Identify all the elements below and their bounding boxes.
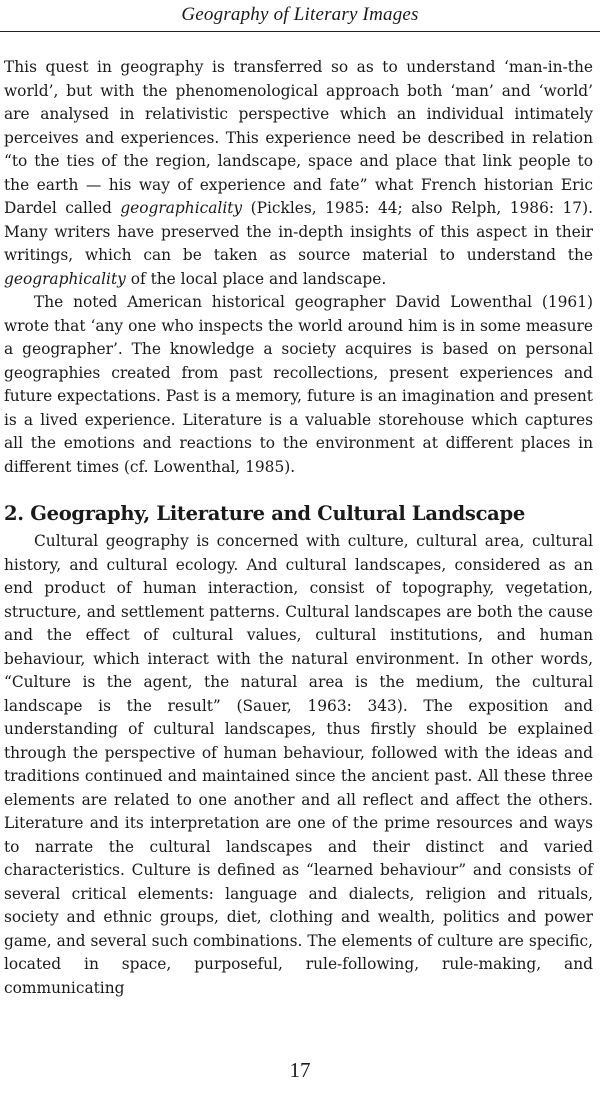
body-paragraph: [4, 291, 593, 479]
body-paragraph: [4, 530, 593, 1000]
section-heading: 2. Geography, Literature and Cultural Landscape: [4, 502, 525, 525]
italic-term: geographicality: [120, 199, 243, 217]
header-rule: [0, 31, 600, 32]
body-paragraph: [4, 56, 593, 291]
text-run: The noted American historical geographer David Lowenthal (1961) wrote that ‘any one who inspects the world around him is in some measure a geographer’. The knowledge a society acquires is based on personal geographies created from past recollections, present experiences and future expectations. Past is a memory, future is an imagination and present is a lived experience. Literature is a valuable storehouse which captures all the emotions and reactions to the environment at different places in different times (cf. Lowenthal, 1985).: [4, 293, 593, 476]
text-run: Cultural geography is concerned with culture, cultural area, cultural history, and cultural ecology. And cultural landscapes, considered as an end product of human interaction, consist of topography, vegetation, structure, and settlement patterns. Cultural landscapes are both the cause and the effect of cultural values, cultural institutions, and human behaviour, which interact with the natural environment. In other words, “Culture is the agent, the natural area is the medium, the cultural landscape is the result” (Sauer, 1963: 343). The exposition and understanding of cultural landscapes, thus firstly should be explained through the perspective of human behaviour, followed with the ideas and traditions continued and maintained since the ancient past. All these three elements are related to one another and all reflect and affect the others. Literature and its interpretation are one of the prime resources and ways to narrate the cultural landscapes and their distinct and varied characteristics. Culture is defined as “learned behaviour” and consists of several critical elements: language and dialects, religion and rituals, society and ethnic groups, diet, clothing and wealth, politics and power game, and several such combinations. The elements of culture are specific, located in space, purposeful, rule-following, rule-making, and communicating: [4, 532, 593, 997]
running-head: Geography of Literary Images: [181, 4, 419, 25]
text-run: This quest in geography is transferred so as to understand ‘man-in-the world’, but with the phenomenological approach both ‘man’ and ‘world’ are analysed in relativistic perspective which an individual intimately perceives and experiences. This experience need be described in relation “to the ties of the region, landscape, space and place that link people to the earth — his way of experience and fate” what French historian Eric Dardel called: [4, 58, 593, 217]
text-run: of the local place and landscape.: [125, 269, 387, 288]
page-body: [4, 56, 593, 1000]
italic-term: geographicality: [4, 269, 126, 288]
page-number: 17: [289, 1058, 311, 1082]
text-run: (Pickles, 1985: 44; also Relph, 1986: 17). Many writers have preserved the in-depth insights of this aspect in their writings, which can be taken as source material to understand the: [4, 199, 594, 264]
